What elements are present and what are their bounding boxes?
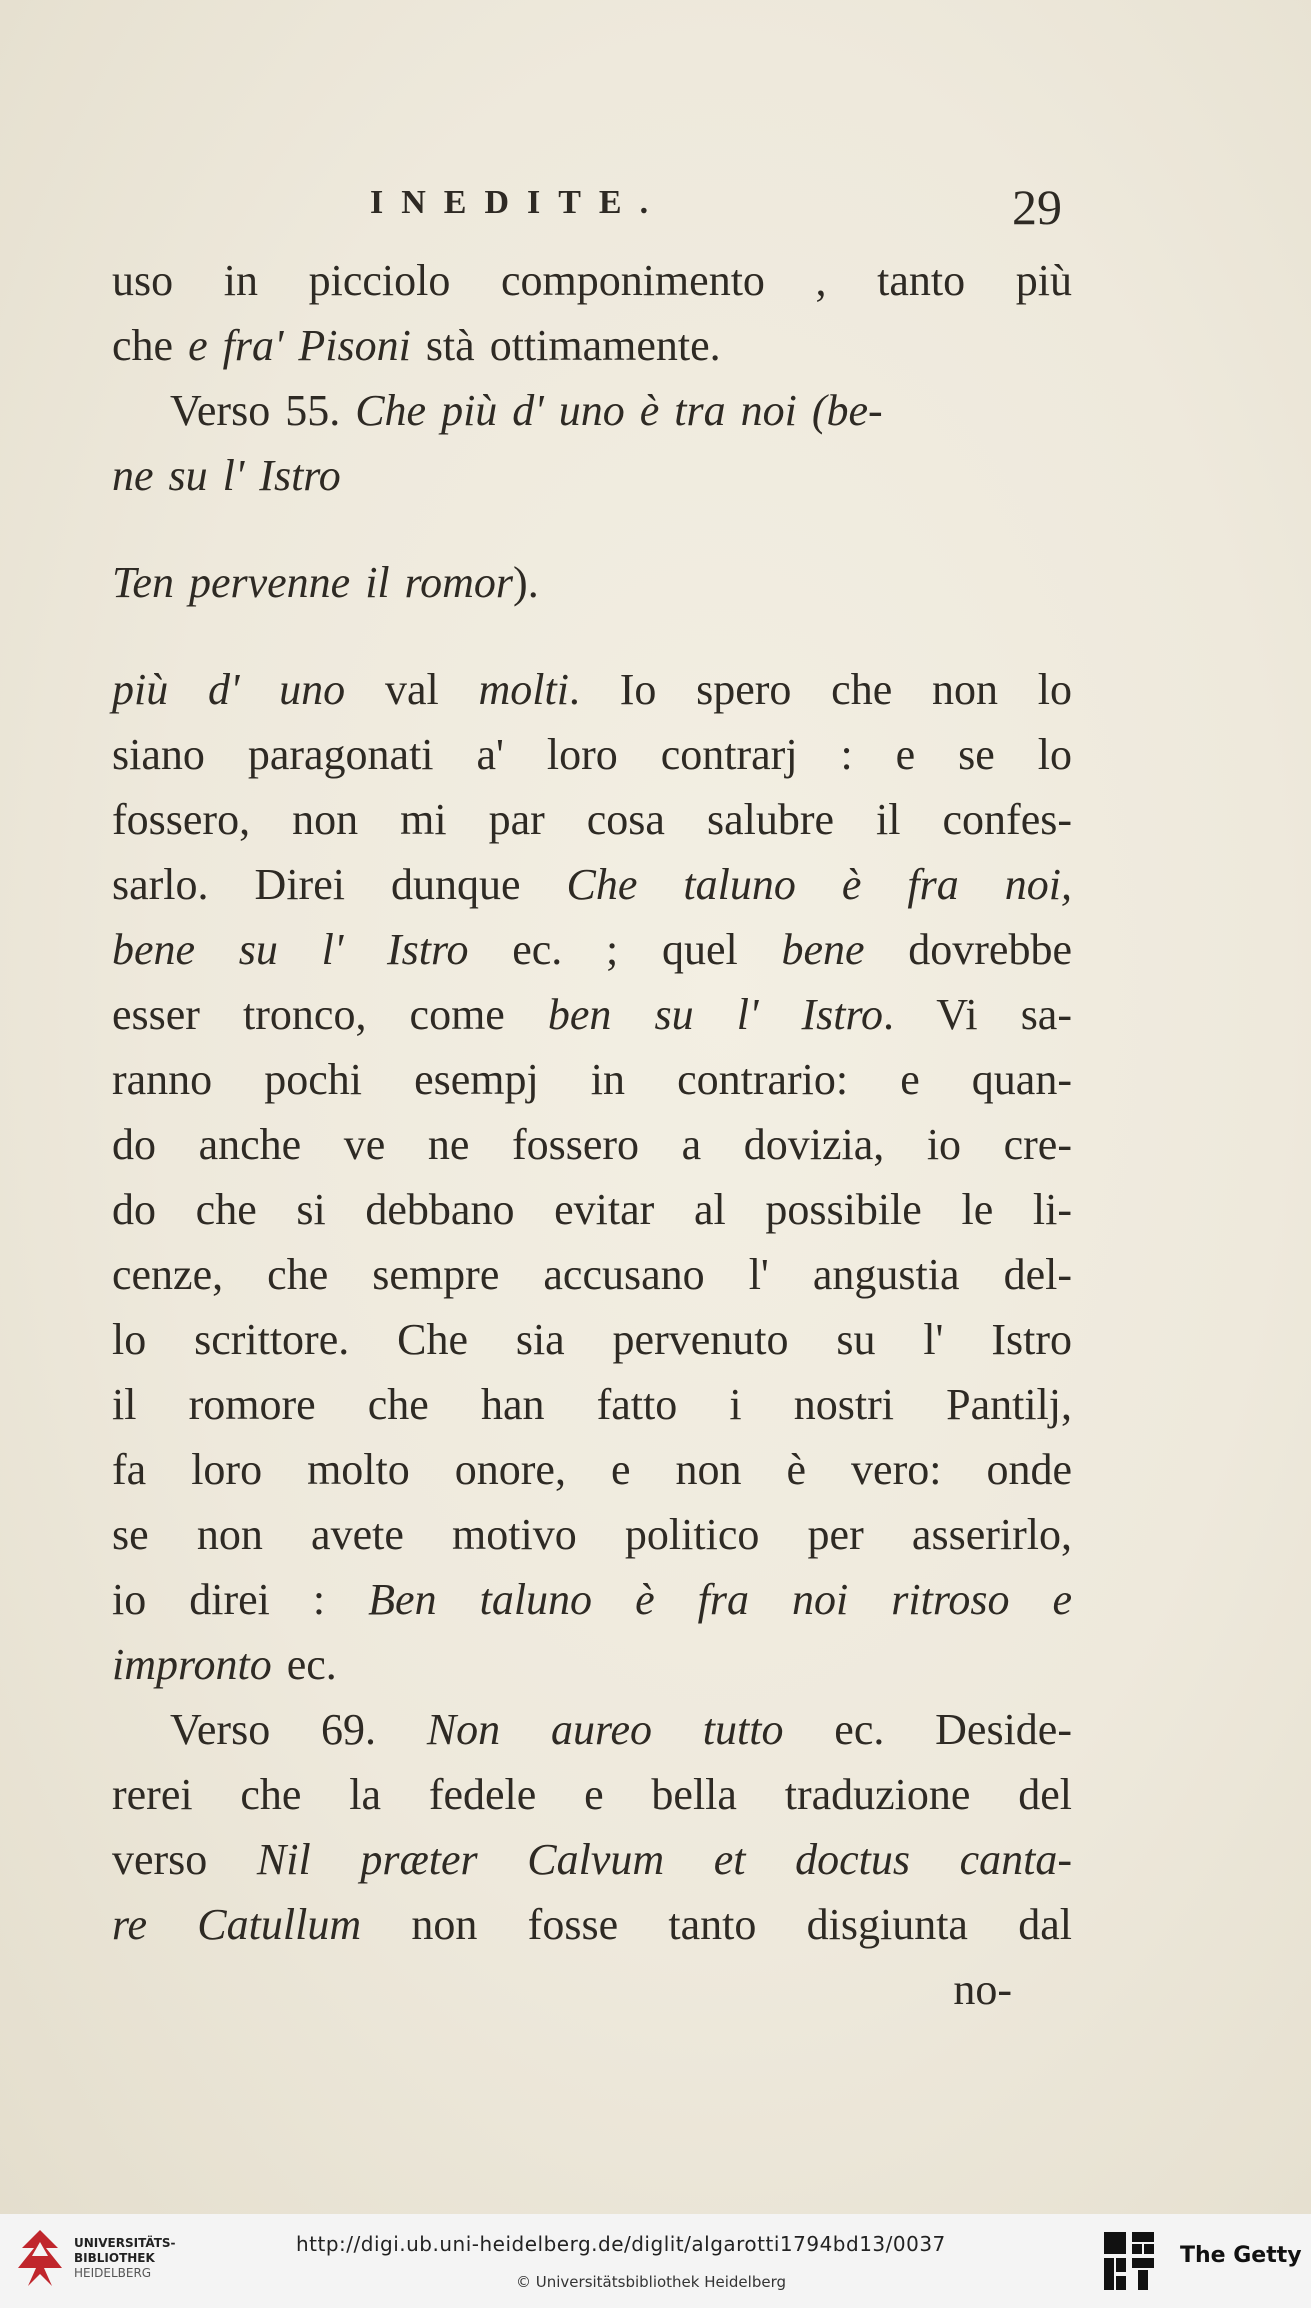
text-line [112,248,1072,313]
text-segment: io direi : [112,1575,369,1624]
text-line [112,982,1072,1047]
viewer-footer [0,2214,1311,2308]
text-line [112,1112,1072,1177]
copyright-notice: © Universitätsbibliothek Heidelberg [516,2273,787,2291]
text-segment: cenze, che sempre accusano l' angustia del- [112,1250,1072,1299]
italic-text: Non aureo tutto [426,1705,784,1754]
italic-text: bene [781,925,865,974]
text-segment: do che si debbano evitar al possibile le li- [112,1185,1072,1234]
text-segment: sarlo. Direi dunque [112,860,567,909]
catchword [112,1957,1072,2022]
text-segment: non fosse tanto disgiunta dal [361,1900,1072,1949]
text-line [112,378,1072,443]
partner-name: The Getty [1180,2243,1302,2268]
text-line [112,1242,1072,1307]
text-line [112,787,1072,852]
italic-text: ben su l' Istro [547,990,883,1039]
text-line [112,1177,1072,1242]
text-segment: ec. Deside- [783,1705,1072,1754]
library-name-line: UNIVERSITÄTS- [74,2236,176,2250]
italic-text: Che più d' uno è tra noi (be- [355,386,883,435]
university-library-logo [14,2228,66,2288]
text-segment: . Vi sa- [882,990,1072,1039]
text-segment: siano paragonati a' loro contrarj : e se lo [112,730,1072,779]
text-line [112,1632,1072,1697]
text-line [112,722,1072,787]
text-segment: Verso 55. [170,386,356,435]
text-segment: do anche ve ne fossero a dovizia, io cre- [112,1120,1072,1169]
text-segment: . Io spero che non lo [568,665,1072,714]
library-name-line: HEIDELBERG [74,2266,152,2280]
text-line [112,1567,1072,1632]
text-line [112,1502,1072,1567]
italic-text: Ten pervenne il romor [112,558,514,607]
getty-logo [1102,2230,1158,2294]
university-library-name [74,2236,194,2281]
running-title: INEDITE. [370,184,667,221]
italic-text: Che taluno è fra noi, [566,860,1072,909]
text-segment: che [112,321,189,370]
italic-text: più d' uno [112,665,346,714]
text-segment: ec. ; quel [468,925,782,974]
italic-text: ne su l' Istro [112,451,341,500]
text-segment: no- [953,1965,1012,2014]
text-segment: dovrebbe [864,925,1072,974]
text-segment: verso [112,1835,257,1884]
text-segment: uso in picciolo componimento , tanto più [112,256,1072,305]
text-segment: ). [513,558,539,607]
running-head [112,179,1072,248]
italic-text: Nil præter Calvum et doctus canta- [256,1835,1073,1884]
text-segment: stà ottimamente. [410,321,721,370]
text-line [112,1827,1072,1892]
page-number: 29 [1012,179,1062,235]
text-line [112,917,1072,982]
permalink-link[interactable]: http://digi.ub.uni-heidelberg.de/diglit/algarotti1794bd13/0037 [296,2232,946,2256]
text-segment: fossero, non mi par cosa salubre il confes- [112,795,1072,844]
library-name-line: BIBLIOTHEK [74,2251,155,2265]
text-line [112,657,1072,722]
text-line [112,1762,1072,1827]
italic-text: Ben taluno è fra noi ritroso e [368,1575,1072,1624]
text-line [112,1892,1072,1957]
text-line [112,313,1072,378]
text-block [112,179,1073,2022]
text-line [112,1697,1072,1762]
italic-text: bene su l' Istro [112,925,469,974]
italic-text: e fra' Pisoni [188,321,411,370]
text-line [112,1047,1072,1112]
text-segment: esser tronco, come [112,990,548,1039]
text-segment: fa loro molto onore, e non è vero: onde [112,1445,1072,1494]
text-segment: ranno pochi esempj in contrario: e quan- [112,1055,1072,1104]
italic-text: re Catullum [112,1900,362,1949]
text-line [112,550,1072,615]
text-segment: se non avete motivo politico per asserirlo, [112,1510,1072,1559]
text-segment: val [345,665,479,714]
text-line [112,1437,1072,1502]
text-line [112,852,1072,917]
text-segment: lo scrittore. Che sia pervenuto su l' Istro [112,1315,1072,1364]
text-line [112,443,1072,508]
text-segment: ec. [271,1640,337,1689]
italic-text: molti [478,665,569,714]
text-segment: Verso 69. [170,1705,427,1754]
text-line [112,1307,1072,1372]
text-segment: il romore che han fatto i nostri Pantilj, [112,1380,1072,1429]
text-line [112,1372,1072,1437]
text-segment: rerei che la fedele e bella traduzione del [112,1770,1072,1819]
italic-text: impronto [112,1640,272,1689]
